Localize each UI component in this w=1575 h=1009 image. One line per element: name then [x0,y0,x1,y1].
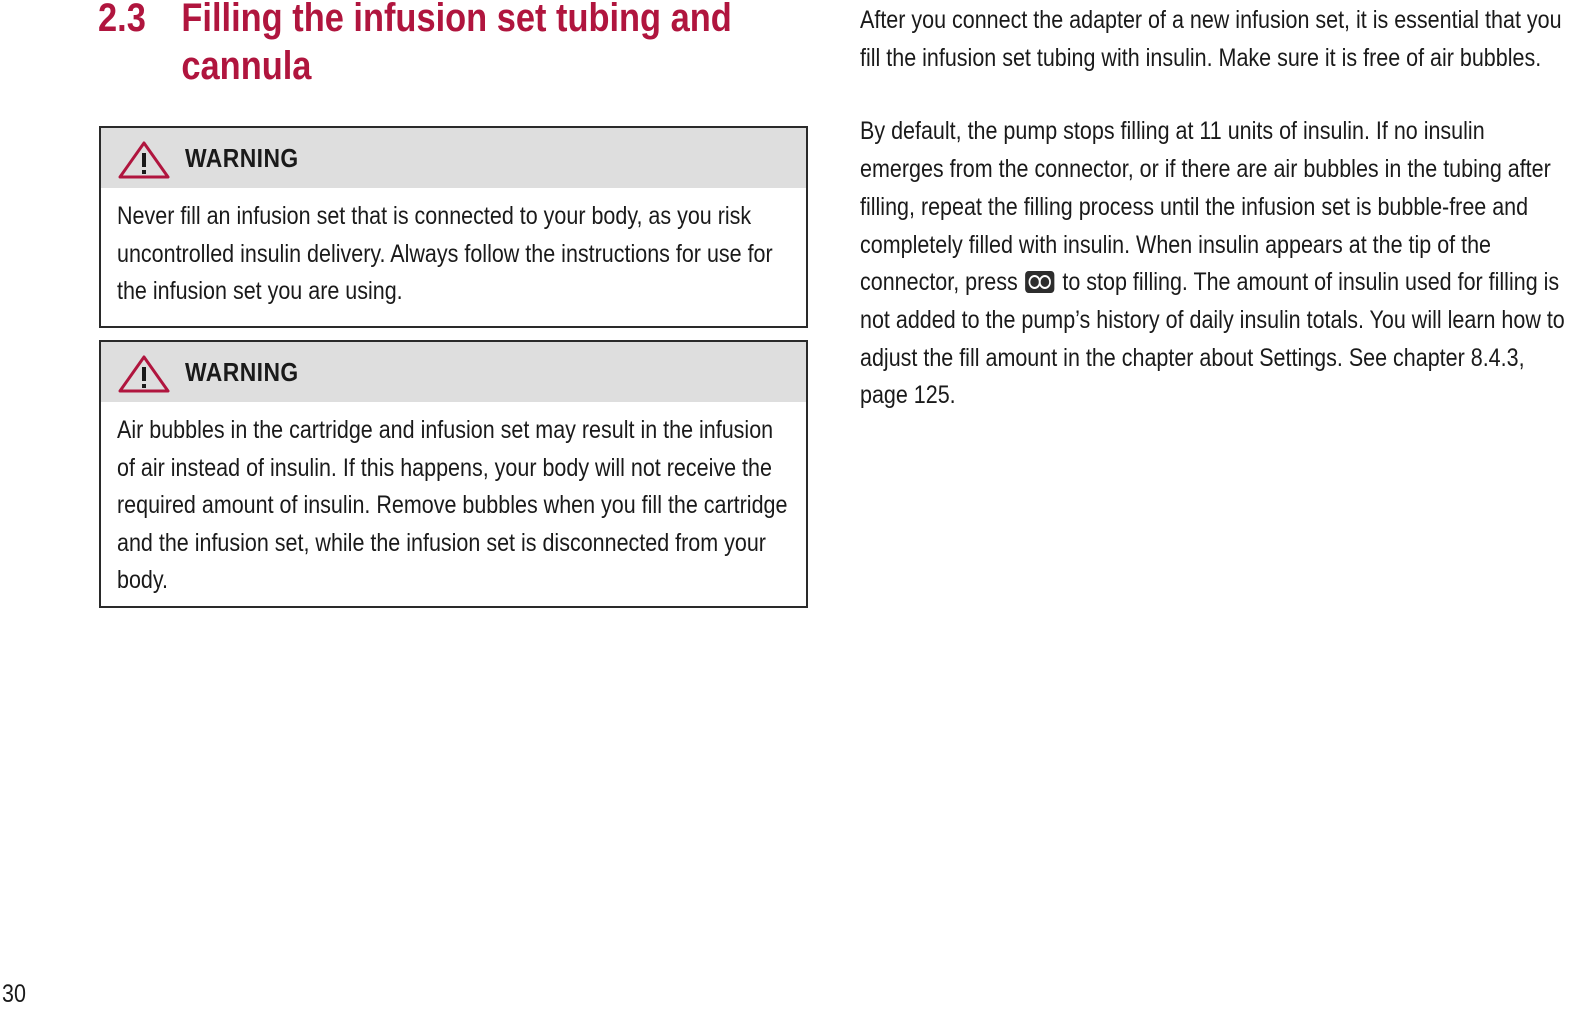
warning-text-container [101,402,806,614]
page-number: 30 [2,980,26,1008]
section-title: Filling the infusion set tubing and cannula [181,0,732,88]
warning-header [101,128,806,188]
warning-label: WARNING [185,357,299,387]
warning-triangle-icon [117,140,171,180]
body-text [860,2,1565,451]
warning-text-container [101,188,806,325]
paragraph-filling [860,113,1565,415]
section-number: 2.3 [98,0,146,40]
pump-button-icon [1025,271,1054,293]
paragraph-filling-part-1: By default, the pump stops filling at 11 units of insulin. If no insulin emerges from the connector, or if there are air bubbles in the tubing after filling, repeat the filling process until the infusion set is bubble-free and completely filled with insulin. When insulin appears at the tip of the connector, press [860,117,1551,297]
warning-box [99,340,808,608]
warning-box [99,126,808,328]
paragraph-filling-part-2: to stop filling. The amount of insulin used for filling is not added to the pump’s history of daily insulin totals. You will learn how to adjust the fill amount in the chapter about Settings. See chapter 8.4.3, page 125. [860,268,1565,410]
warning-triangle-icon [117,354,171,394]
warning-label: WARNING [185,143,299,173]
warning-header [101,342,806,402]
warning-text: Air bubbles in the cartridge and infusion set may result in the infusion of air instead of insulin. If this happens, your body will not receive the required amount of insulin. Remove bubbles when you fill the cartridge and the infusion set, while the infusion set is disconnected from your body. [117,416,788,594]
paragraph-intro: After you connect the adapter of a new infusion set, it is essential that you fill the infusion set tubing with insulin. Make sure it is free of air bubbles. [860,6,1562,72]
warning-text: Never fill an infusion set that is connected to your body, as you risk uncontrolled insulin delivery. Always follow the instructions for use for the infusion set you are using. [117,202,773,305]
